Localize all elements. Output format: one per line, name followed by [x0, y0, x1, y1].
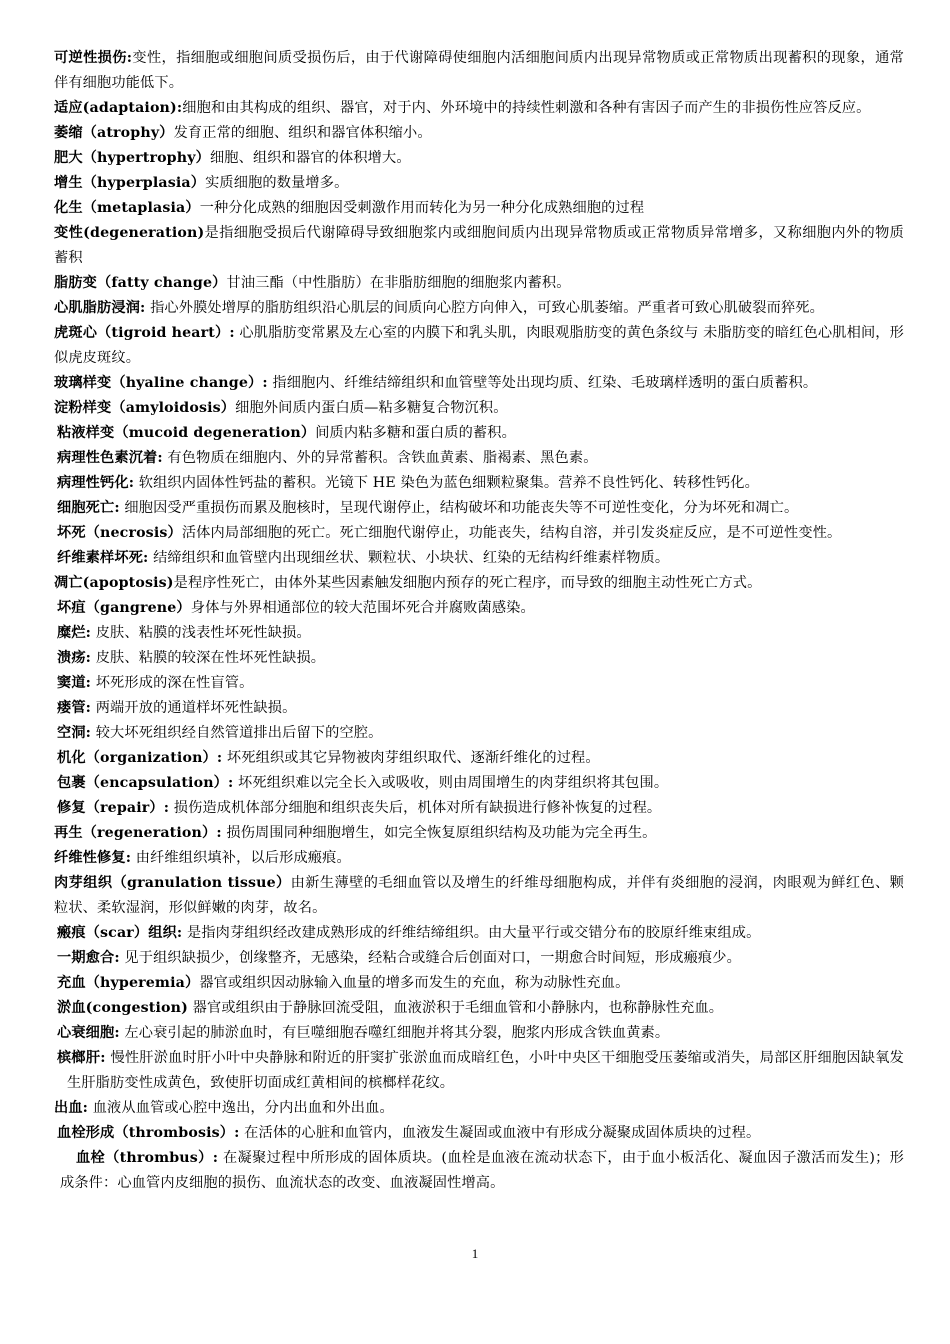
entry-regeneration: 再生（regeneration）: 损伤周围同种细胞增生，如完全恢复原组织结构及功能为完全再生。 — [54, 825, 657, 841]
entry-scar-tissue: 瘢痕（scar）组织: 是指肉芽组织经改建成熟形成的纤维结缔组织。由大量平行或交错分布的胶原纤维束组成。 — [57, 925, 761, 941]
entry-necrosis: 坏死（necrosis）活体内局部细胞的死亡。死亡细胞代谢停止，功能丧失，结构自溶，并引发炎症反应，是不可逆性变性。 — [57, 525, 842, 541]
entry-cavity: 空洞: 较大坏死组织经自然管道排出后留下的空腔。 — [57, 725, 383, 741]
entry-organization: 机化（organization）: 坏死组织或其它异物被肉芽组织取代、逐渐纤维化的过程。 — [57, 750, 600, 766]
entry-myocardial-fat-infiltration: 心肌脂肪浸润: 指心外膜处增厚的脂肪组织沿心肌层的间质向心腔方向伸入，可致心肌萎缩。严重者可致心肌破裂而猝死。 — [54, 300, 824, 316]
entry-metaplasia: 化生（metaplasia）一种分化成熟的细胞因受刺激作用而转化为另一种分化成熟细胞的过程 — [54, 200, 645, 216]
entry-fibrous-repair: 纤维性修复: 由纤维组织填补，以后形成瘢痕。 — [54, 850, 351, 866]
entry-hemorrhage: 出血: 血液从血管或心腔中逸出，分内出血和外出血。 — [54, 1100, 394, 1116]
entry-hyperemia: 充血（hyperemia）器官或组织因动脉输入血量的增多而发生的充血，称为动脉性充血。 — [57, 975, 630, 991]
entry-encapsulation: 包裹（encapsulation）: 坏死组织难以完全长入或吸收，则由周围增生的肉芽组织将其包围。 — [57, 775, 669, 791]
entry-degeneration: 变性(degeneration)是指细胞受损后代谢障碍导致细胞浆内或细胞间质内出现异常物质或正常物质异常增多，又称细胞内外的物质蓄积 — [54, 225, 904, 266]
entry-atrophy: 萎缩（atrophy）发育正常的细胞、组织和器官体积缩小。 — [54, 125, 432, 141]
entry-thrombosis: 血栓形成（thrombosis）: 在活体的心脏和血管内，血液发生凝固或血液中有形成分凝聚成固体质块的过程。 — [57, 1125, 761, 1141]
entry-mucoid-degeneration: 粘液样变（mucoid degeneration）间质内粘多糖和蛋白质的蓄积。 — [57, 425, 516, 441]
document-body — [54, 46, 904, 1196]
entry-adaptation: 适应(adaptaion):细胞和由其构成的组织、器官，对于内、外环境中的持续性刺激和各种有害因子而产生的非损伤性应答反应。 — [54, 100, 871, 116]
entry-sinus: 窦道: 坏死形成的深在性盲管。 — [57, 675, 254, 691]
entry-hypertrophy: 肥大（hypertrophy）细胞、组织和器官的体积增大。 — [54, 150, 411, 166]
entry-amyloidosis: 淀粉样变（amyloidosis）细胞外间质内蛋白质—粘多糖复合物沉积。 — [54, 400, 508, 416]
entry-nutmeg-liver: 槟榔肝: 慢性肝淤血时肝小叶中央静脉和附近的肝窦扩张淤血而成暗红色，小叶中央区干细胞受压萎缩或消失，局部区肝细胞因缺氧发生肝脂肪变性成黄色，致使肝切面成红黄相间的槟榔样花纹。 — [57, 1050, 904, 1091]
entry-granulation-tissue: 肉芽组织（granulation tissue）由新生薄壁的毛细血管以及增生的纤维母细胞构成，并伴有炎细胞的浸润，肉眼观为鲜红色、颗粒状、柔软湿润，形似鲜嫩的肉芽，故名。 — [54, 875, 904, 916]
page-number: 1 — [471, 1246, 479, 1261]
entry-repair: 修复（repair）: 损伤造成机体部分细胞和组织丧失后，机体对所有缺损进行修补恢复的过程。 — [57, 800, 662, 816]
entry-ulcer: 溃疡: 皮肤、粘膜的较深在性坏死性缺损。 — [57, 650, 326, 666]
entry-primary-healing: 一期愈合: 见于组织缺损少，创缘整齐，无感染，经粘合或缝合后创面对口，一期愈合时间短，形成瘢痕少。 — [57, 950, 741, 966]
entry-fistula: 瘘管: 两端开放的通道样坏死性缺损。 — [57, 700, 297, 716]
entry-apoptosis: 凋亡(apoptosis)是程序性死亡，由体外某些因素触发细胞内预存的死亡程序，而导致的细胞主动性死亡方式。 — [54, 575, 762, 591]
entry-fibrinoid-necrosis: 纤维素样坏死: 结缔组织和血管壁内出现细丝状、颗粒状、小块状、红染的无结构纤维素样物质。 — [57, 550, 670, 566]
entry-reversible-injury: 可逆性损伤:变性，指细胞或细胞间质受损伤后，由于代谢障碍使细胞内活细胞间质内出现异常物质或正常物质出现蓄积的现象，通常伴有细胞功能低下。 — [54, 50, 904, 91]
entry-fatty-change: 脂肪变（fatty change）甘油三酯（中性脂肪）在非脂肪细胞的细胞浆内蓄积。 — [54, 275, 571, 291]
entry-pathologic-calcification: 病理性钙化: 软组织内固体性钙盐的蓄积。光镜下 HE 染色为蓝色细颗粒聚集。营养不良性钙化、转移性钙化。 — [57, 475, 759, 491]
entry-hyperplasia: 增生（hyperplasia）实质细胞的数量增多。 — [54, 175, 349, 191]
entry-erosion: 糜烂: 皮肤、粘膜的浅表性坏死性缺损。 — [57, 625, 311, 641]
entry-gangrene: 坏疽（gangrene）身体与外界相通部位的较大范围坏死合并腐败菌感染。 — [57, 600, 535, 616]
entry-thrombus: 血栓（thrombus）: 在凝聚过程中所形成的固体质块。(血栓是血液在流动状态下，由于血小板活化、凝血因子激活而发生)；形成条件：心血管内皮细胞的损伤、血流状态的改变、血液凝固性增高。 — [60, 1150, 905, 1191]
entry-pathologic-pigmentation: 病理性色素沉着: 有色物质在细胞内、外的异常蓄积。含铁血黄素、脂褐素、黑色素。 — [57, 450, 598, 466]
entry-tigroid-heart: 虎斑心（tigroid heart）: 心肌脂肪变常累及左心室的内膜下和乳头肌，肉眼观脂肪变的黄色条纹与 未脂肪变的暗红色心肌相间，形似虎皮斑纹。 — [54, 325, 904, 366]
entry-congestion: 淤血(congestion) 器官或组织由于静脉回流受阻，血液淤积于毛细血管和小静脉内，也称静脉性充血。 — [57, 1000, 724, 1016]
entry-cell-death: 细胞死亡: 细胞因受严重损伤而累及胞核时，呈现代谢停止，结构破坏和功能丧失等不可逆性变化，分为坏死和凋亡。 — [57, 500, 799, 516]
entry-hyaline-change: 玻璃样变（hyaline change）: 指细胞内、纤维结缔组织和血管壁等处出现均质、红染、毛玻璃样透明的蛋白质蓄积。 — [54, 375, 818, 391]
entry-heart-failure-cells: 心衰细胞: 左心衰引起的肺淤血时，有巨噬细胞吞噬红细胞并将其分裂，胞浆内形成含铁血黄素。 — [57, 1025, 670, 1041]
